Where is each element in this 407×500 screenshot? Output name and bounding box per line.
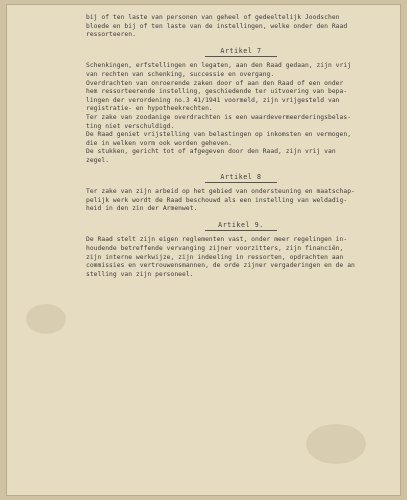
text-line: houdende betreffende vervanging zijner voorzitters, zijn financiën, <box>86 245 344 253</box>
text-line: lingen der verordening no.3 41/1941 voormeld, zijn vrijgesteld van <box>86 96 340 104</box>
article-heading: Artikel 8 <box>220 172 262 181</box>
paper-stain <box>306 424 366 464</box>
text-line: die in welken vorm ook worden geheven. <box>86 139 232 147</box>
text-line: zegel. <box>86 156 110 164</box>
article-8-body <box>86 188 396 214</box>
document-page <box>6 4 401 496</box>
text-line: heid in den zin der Armenwet. <box>86 205 198 213</box>
text-line: zijn interne werkwijze, zijn indeeling in ressorten, opdrachten aan <box>86 253 344 261</box>
text-line: Ter zake van zoodanige overdrachten is een waardevermeerderingsbelas- <box>86 113 352 121</box>
intro-paragraph <box>86 14 396 40</box>
text-line: De Raad geniet vrijstelling van belastingen op inkomsten en vermogen, <box>86 131 352 139</box>
text-line: De stukken, gericht tot of afgegeven door den Raad, zijn vrij van <box>86 148 336 156</box>
text-line: commissies en vertrouwensmannen, de orde zijner vergaderingen en de an <box>86 262 355 270</box>
article-heading: Artikel 9. <box>218 220 264 229</box>
text-line: van rechten van schenking, successie en overgang. <box>86 70 275 78</box>
heading-underline <box>205 230 277 231</box>
text-line: De Raad stelt zijn eigen reglementen vast, onder meer regelingen in- <box>86 236 348 244</box>
text-line: Schenkingen, erfstellingen en legaten, aan den Raad gedaan, zijn vrij <box>86 62 352 70</box>
heading-underline <box>205 56 277 57</box>
text-line: Ter zake van zijn arbeid op het gebied van ondersteuning en maatschap- <box>86 188 355 196</box>
text-line: hem ressorteerende instelling, geschiedende ter uitvoering van bepa- <box>86 88 348 96</box>
document-body <box>86 14 396 284</box>
text-line: bloede en bij of ten laste van de instellingen, welke onder den Raad <box>86 22 348 30</box>
text-line: Overdrachten van onroerende zaken door of aan den Raad of een onder <box>86 79 344 87</box>
article-7-body <box>86 62 396 165</box>
paper-stain <box>26 304 66 334</box>
text-line: bij of ten laste van personen van geheel of gedeeltelijk Joodschen <box>86 14 340 21</box>
article-9-body <box>86 236 396 279</box>
heading-underline <box>205 182 277 183</box>
text-line: registratie- en hypotheekrechten. <box>86 105 213 113</box>
text-line: pelijk werk wordt de Raad beschouwd als een instelling van weldadig- <box>86 196 348 204</box>
article-heading: Artikel 7 <box>220 46 262 55</box>
text-line: ting niet verschuldigd. <box>86 122 175 130</box>
text-line: stelling van zijn personeel. <box>86 270 194 278</box>
text-line: ressorteeren. <box>86 31 136 39</box>
